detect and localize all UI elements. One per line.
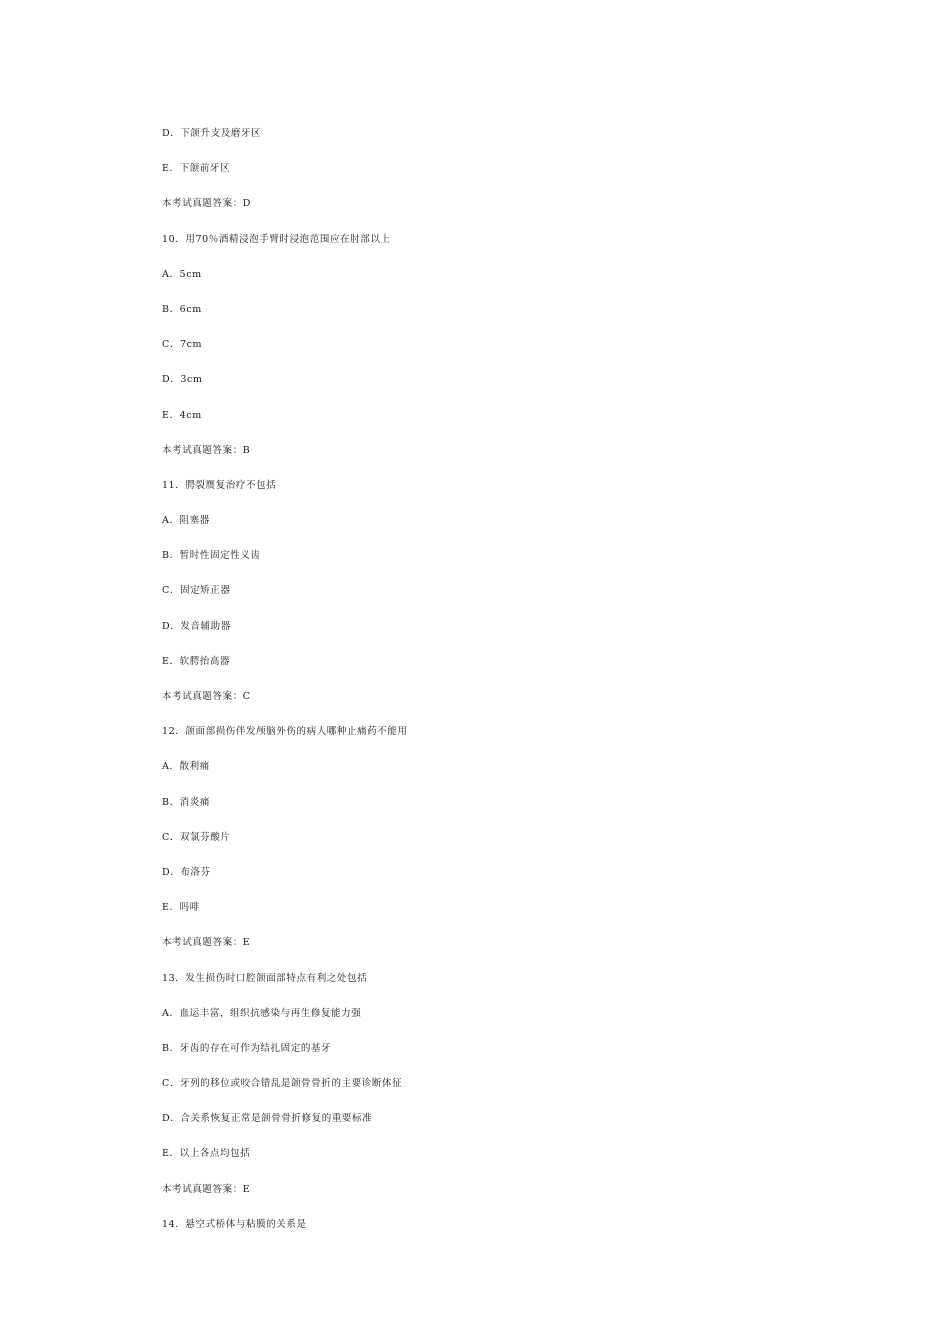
option-line: C．牙列的移位或咬合错乱是颌骨骨折的主要诊断体征 <box>162 1078 403 1090</box>
answer-line: 本考试真题答案：D <box>162 198 252 210</box>
option-line: D．发音辅助器 <box>162 620 231 632</box>
option-line: B．牙齿的存在可作为结扎固定的基牙 <box>162 1042 332 1054</box>
option-line: E．软腭抬高器 <box>162 655 231 667</box>
option-line: E．下颌前牙区 <box>162 163 231 175</box>
option-line: D．布洛芬 <box>162 866 211 878</box>
answer-line: 本考试真题答案：C <box>162 691 251 702</box>
option-line: D．3cm <box>162 374 203 386</box>
option-line: C．7cm <box>162 339 203 351</box>
option-line: A．血运丰富，组织抗感染与再生修复能力强 <box>162 1007 362 1019</box>
option-line: D．合关系恢复正常是颌骨骨折修复的重要标准 <box>162 1113 373 1125</box>
option-line: A．散利痛 <box>162 761 210 773</box>
option-line: C．双氯芬酸片 <box>162 831 231 843</box>
option-line: C．固定矫正器 <box>162 585 231 597</box>
question-text-block <box>162 126 408 1252</box>
question-line: 12．颌面部损伤伴发颅脑外伤的病人哪种止痛药不能用 <box>162 726 408 738</box>
option-line: E．吗啡 <box>162 902 200 914</box>
question-line: 13．发生损伤时口腔颌面部特点有利之处包括 <box>162 972 368 984</box>
question-line: 10．用70％酒精浸泡手臂时浸泡范围应在肘部以上 <box>162 233 391 245</box>
question-line: 14．悬空式桥体与粘膜的关系是 <box>162 1218 307 1230</box>
option-line: B．6cm <box>162 303 202 315</box>
answer-line: 本考试真题答案：E <box>162 1183 251 1195</box>
question-line: 11．腭裂赝复治疗不包括 <box>162 479 277 491</box>
option-line: A．阻塞器 <box>162 515 210 527</box>
answer-line: 本考试真题答案：E <box>162 937 251 949</box>
option-line: B．暂时性固定性义齿 <box>162 550 261 562</box>
option-line: E．以上各点均包括 <box>162 1148 251 1160</box>
option-line: E．4cm <box>162 409 202 421</box>
answer-line: 本考试真题答案：B <box>162 444 251 456</box>
option-line: D．下颌升支及磨牙区 <box>162 128 262 139</box>
option-line: A．5cm <box>162 268 202 280</box>
option-line: B．消炎痛 <box>162 796 210 808</box>
